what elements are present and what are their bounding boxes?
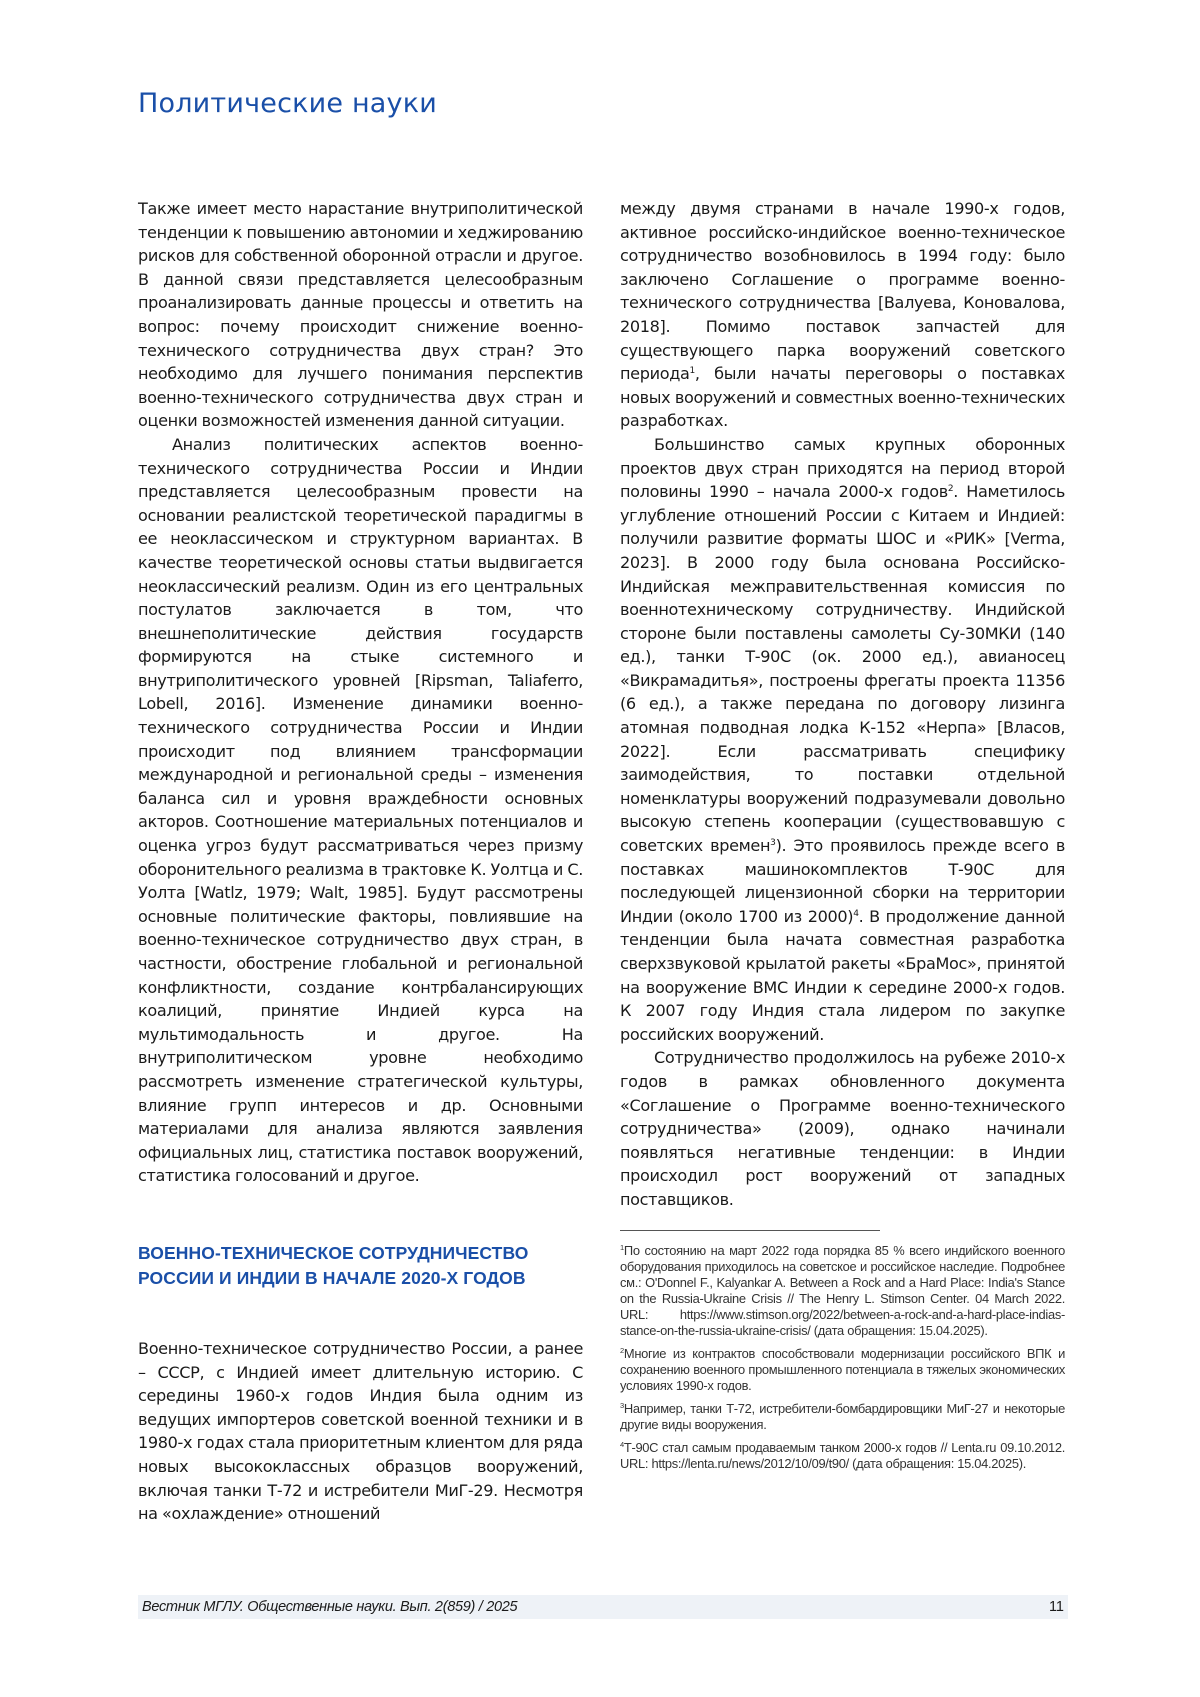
footnote-ref[interactable]: 3 xyxy=(770,838,776,849)
right-column xyxy=(620,197,1065,1479)
footnotes xyxy=(620,1243,1065,1472)
page-number: 11 xyxy=(1048,1599,1064,1615)
section-title: Политические науки xyxy=(138,88,437,119)
footnote xyxy=(620,1346,1065,1394)
footnote xyxy=(620,1243,1065,1339)
footnote-text: По состоянию на март 2022 года порядка 85 % всего индийского военного оборудования приходилось на советское и российское наследие. Подробнее см.: O'Donnel F., Kalyankar A. Between a Rock and a Hard Place: India's Stance on the Russia-Ukraine Crisis // The Henry L. Stimson Center. 04 March 2022. URL: https://www.stimson.org/2022/between-a-rock-and-a-hard-place-indias-stance-on-the-russia-ukraine-crisis/ (дата обращения: 15.04.2025). xyxy=(620,1242,1065,1338)
footnote-ref[interactable]: 4 xyxy=(853,908,859,919)
left-column xyxy=(138,197,583,1526)
text-run: . Наметилось углубление отношений России с Китаем и Индией: получили развитие форматы ШОС и «РИК» [Verma, 2023]. В 2000 году была основана Российско-Индийская межправительственная комиссия по военнотехническому сотрудничеству. Индийской стороне были поставлены самолеты Су-30МКИ (140 ед.), танки Т-90С (ок. 2000 ед.), авианосец «Викрамадитья», построены фрегаты проекта 11356 (6 ед.), а также передана по договору лизинга атомная подводная лодка К-152 «Нерпа» [Власов, 2022]. Если рассматривать специфику заимодействия, то поставки отдельной номенклатуры вооружений подразумевали довольно высокую степень кооперации (существовавшую с советских времен xyxy=(620,482,1066,856)
paragraph xyxy=(620,197,1065,433)
footnote-number: 4 xyxy=(620,1439,624,1449)
footnote-text: Т-90С стал самым продаваемым танком 2000-х годов // Lenta.ru 09.10.2012. URL: https://lenta.ru/news/2012/10/09/t90/ (дата обращения: 15.04.2025). xyxy=(620,1439,1065,1471)
section-heading: ВОЕННО-ТЕХНИЧЕСКОЕ СОТРУДНИЧЕСТВО РОССИИ И ИНДИИ В НАЧАЛЕ 2020-Х ГОДОВ xyxy=(138,1242,529,1288)
footnote-ref[interactable]: 2 xyxy=(947,484,954,495)
footnote-ref[interactable]: 1 xyxy=(689,366,695,377)
paragraph: Военно-техническое сотрудничество России, а ранее – СССР, с Индией имеет длительную историю. С середины 1960-х годов Индия была одним из ведущих импортеров советской военной техники и в 1980-х годах стала приоритетным клиентом для ряда новых высококлассных образцов вооружений, включая танки Т-72 и истребители МиГ-29. Несмотря на «охлаждение» отношений xyxy=(138,1338,583,1524)
text-run: между двумя странами в начале 1990-х годов, активное российско-индийское военно-техническое сотрудничество возобновилось в 1994 году: было заключено Соглашение о программе военно-технического сотрудничества [Валуева, Коновалова, 2018]. Помимо поставок запчастей для существующего парка вооружений советского периода xyxy=(620,199,1065,384)
paragraph xyxy=(620,433,1065,1046)
footnote xyxy=(620,1401,1065,1433)
page-footer xyxy=(138,1595,1068,1619)
footnote-divider xyxy=(620,1230,880,1231)
footnote-number: 3 xyxy=(620,1400,624,1410)
paragraph: Сотрудничество продолжилось на рубеже 2010-х годов в рамках обновленного документа «Соглашение о Программе военно-технического сотрудничества» (2009), однако начинали появляться негативные тенденции: в Индии происходил рост вооружений от западных поставщиков. xyxy=(620,1048,1065,1209)
text-run: ). Это проявилось прежде всего в поставках машинокомплектов Т-90С для последующей лицензионной сборки на территории Индии (около 1700 из 2000) xyxy=(620,836,1065,926)
footnote xyxy=(620,1440,1065,1472)
journal-title: Вестник МГЛУ. Общественные науки. Вып. 2(859) / 2025 xyxy=(142,1599,518,1615)
text-run: Большинство самых крупных оборонных проектов двух стран приходятся на период второй половины 1990 – начала 2000-х годов xyxy=(620,434,1065,502)
paragraph: Также имеет место нарастание внутриполитической тенденции к повышению автономии и хеджированию рисков для собственной оборонной отрасли и другое. В данной связи представляется целесообразным проанализировать данные процессы и ответить на вопрос: почему происходит снижение военно-технического сотрудничества двух стран? Это необходимо для лучшего понимания перспектив военно-технического сотрудничества двух стран и оценки возможностей изменения данной ситуации. xyxy=(138,199,583,431)
footnote-number: 1 xyxy=(620,1242,624,1252)
text-run: , были начаты переговоры о поставках новых вооружений и совместных военно-технических разработках. xyxy=(620,364,1065,431)
paragraph: Анализ политических аспектов военно-технического сотрудничества России и Индии представляется целесообразным провести на основании реалистской теоретической парадигмы в ее неоклассическом и структурном вариантах. В качестве теоретической основы статьи выдвигается неоклассический реализм. Один из его центральных постулатов заключается в том, что внешнеполитические действия государств формируются на стыке системного и внутриполитического уровней [Ripsman, Taliaferro, Lobell, 2016]. Изменение динамики военно-технического сотрудничества России и Индии происходит под влиянием трансформации международной и региональной среды – изменения баланса сил и уровня враждебности основных акторов. Соотношение материальных потенциалов и оценка угроз будут рассматриваться через призму оборонительного реализма в трактовке К. Уолтца и С. Уолта [Watlz, 1979; Walt, 1985]. Будут рассмотрены основные политические факторы, повлиявшие на военно-техническое сотрудничество двух стран, в частности, обострение глобальной и региональной конфликтности, создание контрбалансирующих коалиций, принятие Индией курса на мультимодальность и другое. На внутриполитическом уровне необходимо рассмотреть изменение стратегической культуры, влияние групп интересов и др. Основными материалами для анализа являются заявления официальных лиц, статистика поставок вооружений, статистика голосований и другое. xyxy=(138,434,583,1186)
footnote-number: 2 xyxy=(620,1345,624,1355)
footnote-text: Например, танки Т-72, истребители-бомбардировщики МиГ-27 и некоторые другие виды вооружения. xyxy=(620,1400,1065,1432)
text-run: . В продолжение данной тенденции была начата совместная разработка сверхзвуковой крылатой ракеты «БраМос», принятой на вооружение ВМС Индии к середине 2000-х годов. К 2007 году Индия стала лидером по закупке российских вооружений. xyxy=(620,906,1065,1044)
footnote-text: Многие из контрактов способствовали модернизации российского ВПК и сохранению военного промышленного потенциала в тяжелых экономических условиях 1990-х годов. xyxy=(620,1345,1065,1393)
